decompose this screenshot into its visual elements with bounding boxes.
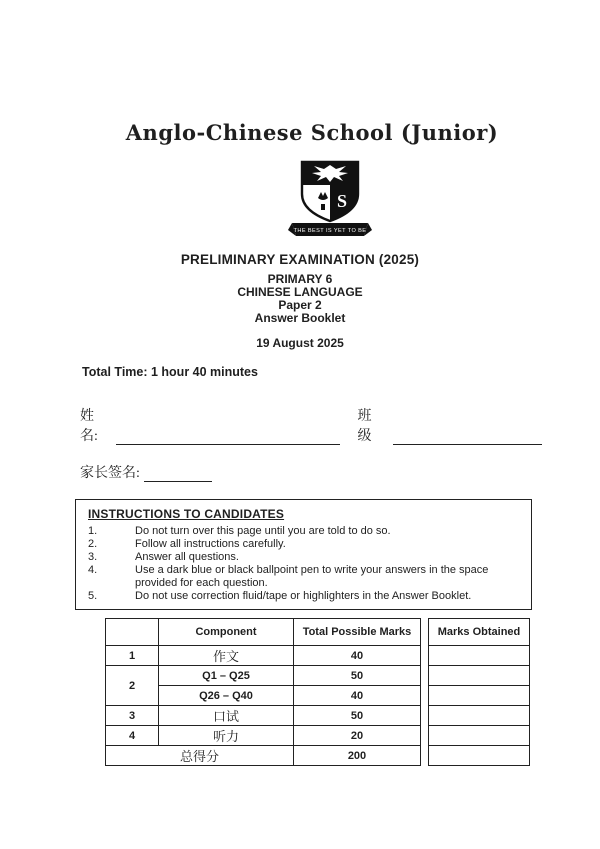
table-row: [429, 726, 530, 746]
total-marks: 200: [294, 746, 421, 766]
exam-date: 19 August 2025: [256, 336, 344, 350]
instruction-item: [88, 525, 521, 538]
row-component: Q1 – Q25: [159, 666, 294, 686]
marks-table: [105, 618, 421, 766]
row-number: 3: [106, 706, 159, 726]
instruction-text: Do not use correction fluid/tape or highlighters in the Answer Booklet.: [135, 590, 472, 602]
instruction-number: 2.: [88, 538, 98, 550]
parent-signature-label: 家长签名:: [80, 466, 140, 481]
row-marks: 50: [294, 706, 421, 726]
instructions-box: [75, 499, 532, 610]
name-underline: [116, 430, 340, 445]
instruction-text: Follow all instructions carefully.: [135, 538, 286, 550]
row-component: 听力: [159, 726, 294, 746]
table-row: [106, 666, 421, 686]
instruction-text: Answer all questions.: [135, 551, 239, 563]
instruction-item: [88, 590, 521, 603]
table-row: [429, 646, 530, 666]
instruction-text: Do not turn over this page until you are told to do so.: [135, 525, 391, 537]
exam-title: PRELIMINARY EXAMINATION (2025): [180, 252, 420, 267]
instruction-text: Use a dark blue or black ballpoint pen to write your answers in the space provided for each question.: [135, 564, 489, 589]
table-row: [429, 666, 530, 686]
table-header-row: [429, 619, 530, 646]
table-row: [106, 706, 421, 726]
instruction-number: 3.: [88, 551, 98, 563]
exam-paper: Paper 2: [278, 298, 322, 312]
instruction-number: 4.: [88, 564, 98, 576]
marks-summary: [105, 618, 600, 766]
class-label: 班级: [357, 409, 372, 444]
obtained-cell: [429, 666, 530, 686]
name-label: 姓名:: [80, 409, 98, 444]
table-row: [429, 746, 530, 766]
instruction-number: 5.: [88, 590, 98, 602]
obtained-cell: [429, 646, 530, 666]
table-row: [429, 706, 530, 726]
table-total-row: [106, 746, 421, 766]
row-component: 口试: [159, 706, 294, 726]
exam-level: PRIMARY 6: [267, 272, 333, 286]
obtained-cell: [429, 726, 530, 746]
row-number: 4: [106, 726, 159, 746]
exam-subheading: [0, 273, 600, 325]
instruction-number: 1.: [88, 525, 98, 537]
header-total-possible: Total Possible Marks: [294, 619, 421, 646]
instructions-heading: INSTRUCTIONS TO CANDIDATES: [88, 507, 285, 521]
exam-booklet: Answer Booklet: [254, 311, 346, 325]
exam-subject: CHINESE LANGUAGE: [237, 285, 363, 299]
shield-letter: S: [336, 191, 348, 211]
obtained-cell: [429, 706, 530, 726]
row-number: 1: [106, 646, 159, 666]
instruction-item: [88, 564, 521, 590]
school-crest-icon: [288, 154, 372, 242]
row-marks: 40: [294, 686, 421, 706]
header-blank: [106, 619, 159, 646]
table-row: [429, 686, 530, 706]
table-header-row: [106, 619, 421, 646]
header-component: Component: [159, 619, 294, 646]
header-marks-obtained: Marks Obtained: [429, 619, 530, 646]
instruction-item: [88, 538, 521, 551]
instruction-item: [88, 551, 521, 564]
row-marks: 50: [294, 666, 421, 686]
table-row: [106, 646, 421, 666]
row-marks: 40: [294, 646, 421, 666]
row-marks: 20: [294, 726, 421, 746]
parent-signature-underline: [144, 467, 212, 482]
name-class-row: [80, 405, 542, 445]
parent-signature-row: [80, 462, 600, 482]
total-label: 总得分: [106, 746, 294, 766]
class-underline: [393, 430, 542, 445]
table-row: [106, 726, 421, 746]
total-time: Total Time: 1 hour 40 minutes: [82, 365, 258, 379]
school-name: Anglo-Chinese School (Junior): [125, 120, 499, 145]
row-component: Q26 – Q40: [159, 686, 294, 706]
obtained-cell: [429, 686, 530, 706]
row-number: 2: [106, 666, 159, 706]
obtained-cell: [429, 746, 530, 766]
marks-obtained-table: [428, 618, 530, 766]
school-crest: [30, 154, 600, 247]
row-component: 作文: [159, 646, 294, 666]
crest-motto: THE BEST IS YET TO BE: [293, 228, 367, 234]
